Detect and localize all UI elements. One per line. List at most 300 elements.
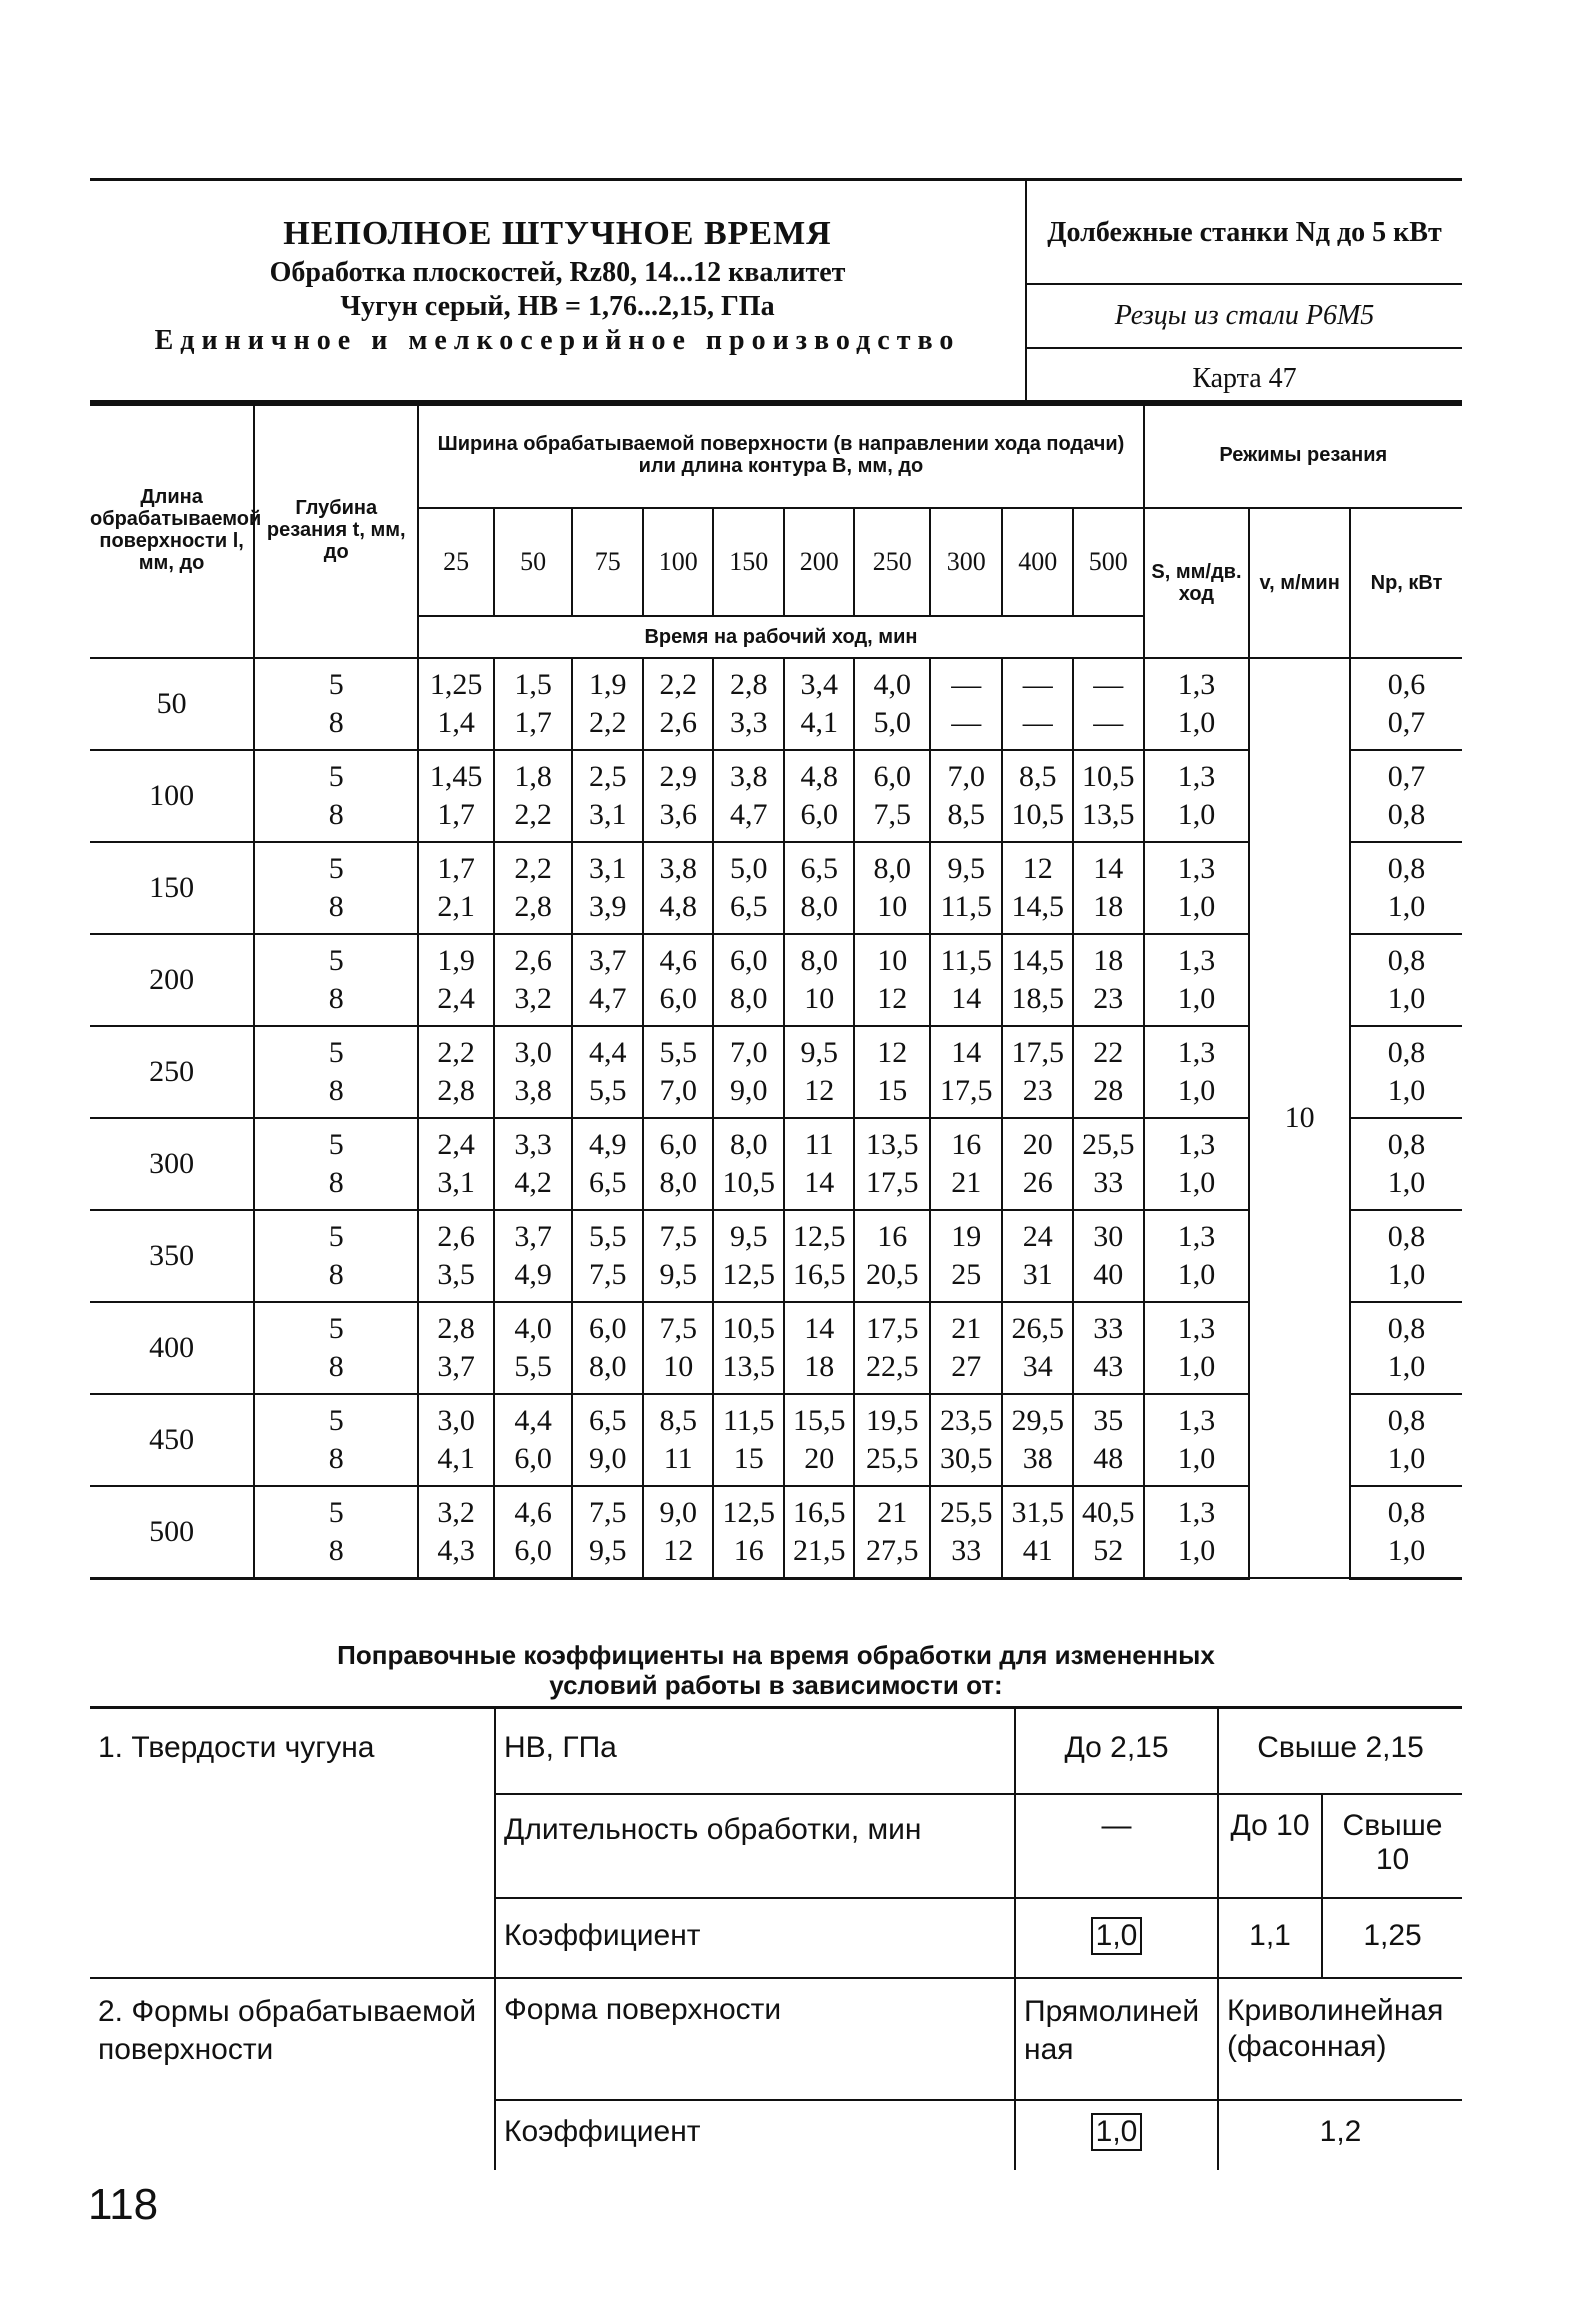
cell-value: 3,2 (514, 982, 552, 1015)
length-cell: 350 (90, 1210, 254, 1302)
time-cell (643, 1210, 714, 1302)
cell-value: 15,5 (792, 1404, 846, 1437)
cell-value: 0,7 (1387, 706, 1426, 739)
cell-value: 40,5 (1082, 1495, 1135, 1529)
time-cell (930, 750, 1003, 842)
col-s-header: S, мм/дв. ход (1144, 508, 1250, 658)
cell-value: 10 (804, 982, 835, 1015)
time-cell (784, 1026, 855, 1118)
cell-value: 22,5 (865, 1350, 919, 1383)
cell-value: 1,4 (437, 706, 475, 739)
time-cell (572, 934, 643, 1026)
cell-value: 8,0 (729, 1128, 768, 1161)
depth-cell (254, 842, 418, 934)
cell-value: 24 (1022, 1220, 1053, 1253)
time-cell (572, 1210, 643, 1302)
cell-value: 8,5 (947, 798, 985, 831)
feed-cell (1144, 934, 1250, 1026)
cell-value: 9,0 (588, 1442, 627, 1475)
cell-value: 43 (1093, 1350, 1124, 1383)
cell-value: 7,0 (729, 1036, 768, 1069)
time-cell (784, 750, 855, 842)
cell-value: 16 (951, 1128, 982, 1161)
feed-cell (1144, 1302, 1250, 1394)
cell-value: 1,0 (1387, 1074, 1426, 1107)
cell-value: 25,5 (939, 1495, 993, 1529)
cell-value: 2,9 (659, 760, 697, 793)
time-cell (643, 1302, 714, 1394)
depth-cell (254, 750, 418, 842)
cell-value: 2,8 (729, 668, 768, 701)
cell-value: — (951, 668, 982, 701)
cell-value: 8,0 (588, 1350, 627, 1383)
cell-value: 31 (1022, 1258, 1053, 1291)
time-cell (1073, 658, 1144, 750)
cell-value: 3,3 (729, 706, 768, 739)
time-cell (494, 1486, 573, 1578)
feed-cell (1144, 1394, 1250, 1486)
cell-value: 14 (951, 1036, 982, 1069)
cell-value: 1,3 (1177, 1036, 1216, 1069)
cell-value: 3,3 (514, 1128, 552, 1161)
coef2-curved: 1,2 (1218, 2100, 1462, 2170)
cell-value: 1,0 (1177, 1533, 1216, 1567)
cell-value: 1,0 (1177, 1166, 1216, 1199)
time-cell (784, 1118, 855, 1210)
time-cell (418, 1118, 494, 1210)
cell-value: 4,7 (588, 982, 627, 1015)
power-cell (1350, 658, 1462, 750)
cell-value: 33 (951, 1533, 982, 1567)
cell-value: 1,0 (1387, 1350, 1426, 1383)
time-cell (418, 1486, 494, 1578)
length-cell: 400 (90, 1302, 254, 1394)
cell-value: 9,5 (800, 1036, 838, 1069)
time-cell (1073, 842, 1144, 934)
time-cell (784, 934, 855, 1026)
cell-value: 13,5 (865, 1128, 919, 1161)
cell-value: 8 (328, 890, 344, 923)
cell-value: 26 (1022, 1166, 1053, 1199)
width-header: 400 (1002, 508, 1073, 616)
cell-value: 3,1 (588, 798, 627, 831)
width-header: 25 (418, 508, 494, 616)
power-cell (1350, 934, 1462, 1026)
cell-value: 5 (328, 1312, 344, 1345)
width-header: 150 (713, 508, 784, 616)
cell-value: 2,2 (514, 852, 552, 885)
cell-value: 28 (1093, 1074, 1124, 1107)
time-cell (854, 1118, 930, 1210)
cell-value: 0,8 (1387, 1495, 1426, 1529)
cell-value: 5 (328, 1404, 344, 1437)
cell-value: 4,7 (729, 798, 768, 831)
cell-value: 25,5 (1082, 1128, 1135, 1161)
duration-upto: До 10 (1218, 1794, 1322, 1898)
cell-value: 5,5 (514, 1350, 552, 1383)
cell-value: 8,0 (659, 1166, 697, 1199)
time-cell (713, 658, 784, 750)
power-cell (1350, 1394, 1462, 1486)
time-cell (494, 1394, 573, 1486)
cell-value: 6,0 (873, 760, 911, 793)
length-cell: 200 (90, 934, 254, 1026)
cell-value: 1,45 (429, 760, 483, 793)
col-depth-header: Глубина резания t, мм, до (254, 402, 418, 659)
time-label: Время на рабочий ход, мин (418, 616, 1143, 658)
cell-value: 6,0 (800, 798, 838, 831)
cell-value: 48 (1093, 1442, 1124, 1475)
time-cell (643, 1394, 714, 1486)
time-cell (1002, 1394, 1073, 1486)
cell-value: 7,5 (659, 1220, 697, 1253)
card-header (90, 178, 1462, 406)
depth-cell (254, 1394, 418, 1486)
power-cell (1350, 842, 1462, 934)
header-production: Единичное и мелкосерийное производство (154, 325, 961, 356)
cell-value: 18 (804, 1350, 835, 1383)
cell-value: 12,5 (792, 1220, 846, 1253)
cell-value: 0,8 (1387, 1128, 1426, 1161)
machine-type: Долбежные станки Nд до 5 кВт (1027, 181, 1462, 285)
cell-value: 1,3 (1177, 760, 1216, 793)
cell-value: 1,0 (1177, 706, 1216, 739)
cell-value: 9,5 (947, 852, 985, 885)
cell-value: 4,0 (873, 668, 911, 701)
coef2-label: Коэффициент (495, 2100, 1015, 2170)
time-cell (713, 1486, 784, 1578)
cell-value: 8 (328, 706, 344, 739)
col-v-header: v, м/мин (1249, 508, 1350, 658)
cell-value: 2,2 (588, 706, 627, 739)
time-cell (1073, 1210, 1144, 1302)
cell-value: 1,9 (588, 668, 627, 701)
time-cell (643, 1118, 714, 1210)
hb-upto: До 2,15 (1015, 1708, 1218, 1794)
coef1-base-value: 1,0 (1091, 1917, 1143, 1955)
cell-value: 9,5 (729, 1220, 768, 1253)
cell-value: 1,3 (1177, 668, 1216, 701)
cell-value: 3,2 (437, 1495, 475, 1529)
length-cell: 300 (90, 1118, 254, 1210)
time-cell (1002, 842, 1073, 934)
cell-value: 1,0 (1387, 890, 1426, 923)
cell-value: 2,8 (514, 890, 552, 923)
time-cell (572, 842, 643, 934)
speed-cell: 10 (1249, 658, 1350, 1578)
cell-value: 1,3 (1177, 852, 1216, 885)
time-cell (643, 750, 714, 842)
duration-dash: — (1015, 1794, 1218, 1898)
correction-title (90, 1640, 1462, 1700)
time-cell (1002, 750, 1073, 842)
cell-value: 14 (804, 1166, 835, 1199)
cell-value: 1,3 (1177, 944, 1216, 977)
time-cell (930, 934, 1003, 1026)
width-header: 100 (643, 508, 714, 616)
cell-value: 1,0 (1177, 1074, 1216, 1107)
cell-value: 3,7 (514, 1220, 552, 1253)
cell-value: 16,5 (792, 1495, 846, 1529)
col-width-header: Ширина обрабатываемой поверхности (в направлении хода подачи) или длина контура B, мм, до (418, 402, 1143, 509)
time-cell (854, 1486, 930, 1578)
coef1-base (1015, 1898, 1218, 1978)
depth-cell (254, 1302, 418, 1394)
cell-value: — (1022, 706, 1053, 739)
power-cell (1350, 750, 1462, 842)
cell-value: 30,5 (939, 1442, 993, 1475)
time-cell (1073, 1394, 1144, 1486)
cell-value: 1,8 (514, 760, 552, 793)
cell-value: 5 (328, 1495, 344, 1529)
time-cell (713, 1210, 784, 1302)
cell-value: 3,6 (659, 798, 697, 831)
cell-value: 1,0 (1177, 798, 1216, 831)
cell-value: 7,0 (659, 1074, 697, 1107)
cell-value: 3,1 (437, 1166, 475, 1199)
time-cell (713, 934, 784, 1026)
cell-value: 3,9 (588, 890, 627, 923)
cell-value: 17,5 (865, 1312, 919, 1345)
cell-value: 8,5 (659, 1404, 697, 1437)
length-cell: 450 (90, 1394, 254, 1486)
time-cell (784, 1302, 855, 1394)
time-cell (854, 934, 930, 1026)
cell-value: 4,2 (514, 1166, 552, 1199)
time-cell (854, 1026, 930, 1118)
cell-value: 4,9 (588, 1128, 627, 1161)
length-cell: 50 (90, 658, 254, 750)
time-cell (643, 658, 714, 750)
cell-value: 0,8 (1387, 1036, 1426, 1069)
cell-value: 14,5 (1011, 890, 1064, 923)
cell-value: 15 (733, 1442, 764, 1475)
time-cell (1073, 1026, 1144, 1118)
cell-value: 4,6 (514, 1495, 552, 1529)
duration-label: Длительность обработки, мин (495, 1794, 1015, 1898)
cell-value: 2,2 (514, 798, 552, 831)
cell-value: 10,5 (1011, 798, 1064, 831)
cell-value: 18 (1093, 944, 1124, 977)
cell-value: 1,0 (1177, 890, 1216, 923)
time-cell (713, 1026, 784, 1118)
time-cell (713, 1394, 784, 1486)
cell-value: 26,5 (1011, 1312, 1064, 1345)
cell-value: 8 (328, 1442, 344, 1475)
cell-value: 16 (733, 1533, 764, 1567)
cell-value: 52 (1093, 1533, 1124, 1567)
cell-value: 2,5 (588, 760, 627, 793)
cell-value: 2,4 (437, 1128, 475, 1161)
time-cell (854, 658, 930, 750)
time-cell (643, 1486, 714, 1578)
cell-value: 20,5 (865, 1258, 919, 1291)
cell-value: 12 (804, 1074, 835, 1107)
cell-value: 5 (328, 760, 344, 793)
cell-value: 11,5 (940, 890, 992, 923)
time-cell (1002, 1026, 1073, 1118)
cell-value: 10,5 (722, 1312, 775, 1345)
form-curved: Криволинейная (фасонная) (1218, 1978, 1462, 2100)
correction-table (90, 1706, 1462, 2170)
cell-value: 29,5 (1011, 1404, 1064, 1437)
coef2-base (1015, 2100, 1218, 2170)
time-cell (854, 1302, 930, 1394)
cell-value: 25 (951, 1258, 982, 1291)
cell-value: 1,9 (437, 944, 475, 977)
cell-value: 3,4 (800, 668, 838, 701)
cell-value: 35 (1093, 1404, 1124, 1437)
power-cell (1350, 1302, 1462, 1394)
time-cell (854, 750, 930, 842)
cell-value: 13,5 (1082, 798, 1135, 831)
cell-value: 0,7 (1387, 760, 1426, 793)
time-cell (930, 842, 1003, 934)
cell-value: 21 (951, 1166, 982, 1199)
depth-cell (254, 1118, 418, 1210)
time-cell (930, 658, 1003, 750)
cell-value: 1,3 (1177, 1128, 1216, 1161)
cell-value: 11 (663, 1442, 693, 1475)
cell-value: 7,5 (588, 1258, 627, 1291)
time-cell (784, 1394, 855, 1486)
feed-cell (1144, 750, 1250, 842)
time-cell (1073, 750, 1144, 842)
cell-value: 5,0 (729, 852, 768, 885)
cell-value: 5 (328, 1220, 344, 1253)
cell-value: 11,5 (940, 944, 992, 977)
feed-cell (1144, 1486, 1250, 1578)
cell-value: 3,7 (437, 1350, 475, 1383)
cell-value: 1,0 (1177, 982, 1216, 1015)
cell-value: 1,0 (1177, 1350, 1216, 1383)
time-cell (1073, 934, 1144, 1026)
time-cell (1073, 1118, 1144, 1210)
time-cell (784, 658, 855, 750)
time-cell (930, 1302, 1003, 1394)
cell-value: 0,8 (1387, 1220, 1426, 1253)
cell-value: 8 (328, 1350, 344, 1383)
cell-value: 5,5 (588, 1074, 627, 1107)
time-cell (930, 1394, 1003, 1486)
cell-value: 20 (1022, 1128, 1053, 1161)
col-modes-header: Режимы резания (1144, 402, 1462, 509)
correction-title-line2: условий работы в зависимости от: (549, 1670, 1003, 1700)
time-cell (784, 842, 855, 934)
time-cell (930, 1210, 1003, 1302)
cell-value: 19 (951, 1220, 982, 1253)
cell-value: 0,8 (1387, 852, 1426, 885)
cell-value: 8 (328, 1533, 344, 1567)
time-cell (713, 1302, 784, 1394)
cell-value: 3,7 (588, 944, 627, 977)
cell-value: 8,0 (729, 982, 768, 1015)
cell-value: — (951, 706, 982, 739)
time-cell (930, 1118, 1003, 1210)
time-cell (572, 658, 643, 750)
time-cell (1002, 1210, 1073, 1302)
cell-value: 30 (1093, 1220, 1124, 1253)
time-cell (643, 842, 714, 934)
cell-value: 5 (328, 852, 344, 885)
cell-value: 4,6 (659, 944, 697, 977)
col-length-header: Длина обрабатываемой поверхности l, мм, до (90, 402, 254, 659)
cell-value: 1,25 (429, 668, 483, 701)
cell-value: 6,0 (659, 1128, 697, 1161)
cell-value: 0,8 (1387, 798, 1426, 831)
cell-value: 23 (1022, 1074, 1053, 1107)
cell-value: 0,8 (1387, 944, 1426, 977)
time-cell (494, 1302, 573, 1394)
time-cell (418, 1210, 494, 1302)
cell-value: 2,4 (437, 982, 475, 1015)
time-cell (494, 1210, 573, 1302)
time-cell (930, 1026, 1003, 1118)
cell-value: 2,1 (437, 890, 475, 923)
duration-over: Свыше 10 (1322, 1794, 1462, 1898)
cell-value: 21,5 (792, 1533, 846, 1567)
power-cell (1350, 1486, 1462, 1578)
time-cell (1073, 1486, 1144, 1578)
time-cell (784, 1486, 855, 1578)
time-cell (572, 1118, 643, 1210)
time-cell (494, 934, 573, 1026)
cell-value: 6,0 (659, 982, 697, 1015)
header-title-block (90, 181, 1027, 403)
time-cell (713, 1118, 784, 1210)
cell-value: 10,5 (1082, 760, 1135, 793)
feed-cell (1144, 1210, 1250, 1302)
time-cell (418, 1026, 494, 1118)
cell-value: 16 (877, 1220, 908, 1253)
cell-value: 1,7 (437, 798, 475, 831)
cell-value: 8 (328, 1074, 344, 1107)
cell-value: 2,2 (437, 1036, 475, 1069)
cell-value: 33 (1093, 1166, 1124, 1199)
cell-value: 3,1 (588, 852, 627, 885)
cell-value: 17,5 (1011, 1036, 1064, 1069)
cell-value: 1,3 (1177, 1404, 1216, 1437)
time-cell (1002, 658, 1073, 750)
cell-value: 3,0 (514, 1036, 552, 1069)
depth-cell (254, 1486, 418, 1578)
time-cell (1002, 1118, 1073, 1210)
cell-value: 33 (1093, 1312, 1124, 1345)
time-cell (643, 1026, 714, 1118)
time-cell (572, 1394, 643, 1486)
cell-value: 4,4 (588, 1036, 627, 1069)
cell-value: 27 (951, 1350, 982, 1383)
cell-value: 25,5 (865, 1442, 919, 1475)
feed-cell (1144, 842, 1250, 934)
cell-value: — (1093, 668, 1124, 701)
cell-value: 23 (1093, 982, 1124, 1015)
cell-value: 4,0 (514, 1312, 552, 1345)
length-cell: 500 (90, 1486, 254, 1578)
length-cell: 250 (90, 1026, 254, 1118)
coef1-a: 1,1 (1218, 1898, 1322, 1978)
cell-value: 8 (328, 982, 344, 1015)
time-cell (418, 934, 494, 1026)
cell-value: 20 (804, 1442, 835, 1475)
cell-value: 3,8 (514, 1074, 552, 1107)
cell-value: 31,5 (1011, 1495, 1064, 1529)
time-cell (494, 1026, 573, 1118)
cell-value: 14 (804, 1312, 835, 1345)
item2-label: 2. Формы обрабатываемой поверхности (90, 1978, 495, 2170)
time-cell (713, 750, 784, 842)
coef1-b: 1,25 (1322, 1898, 1462, 1978)
